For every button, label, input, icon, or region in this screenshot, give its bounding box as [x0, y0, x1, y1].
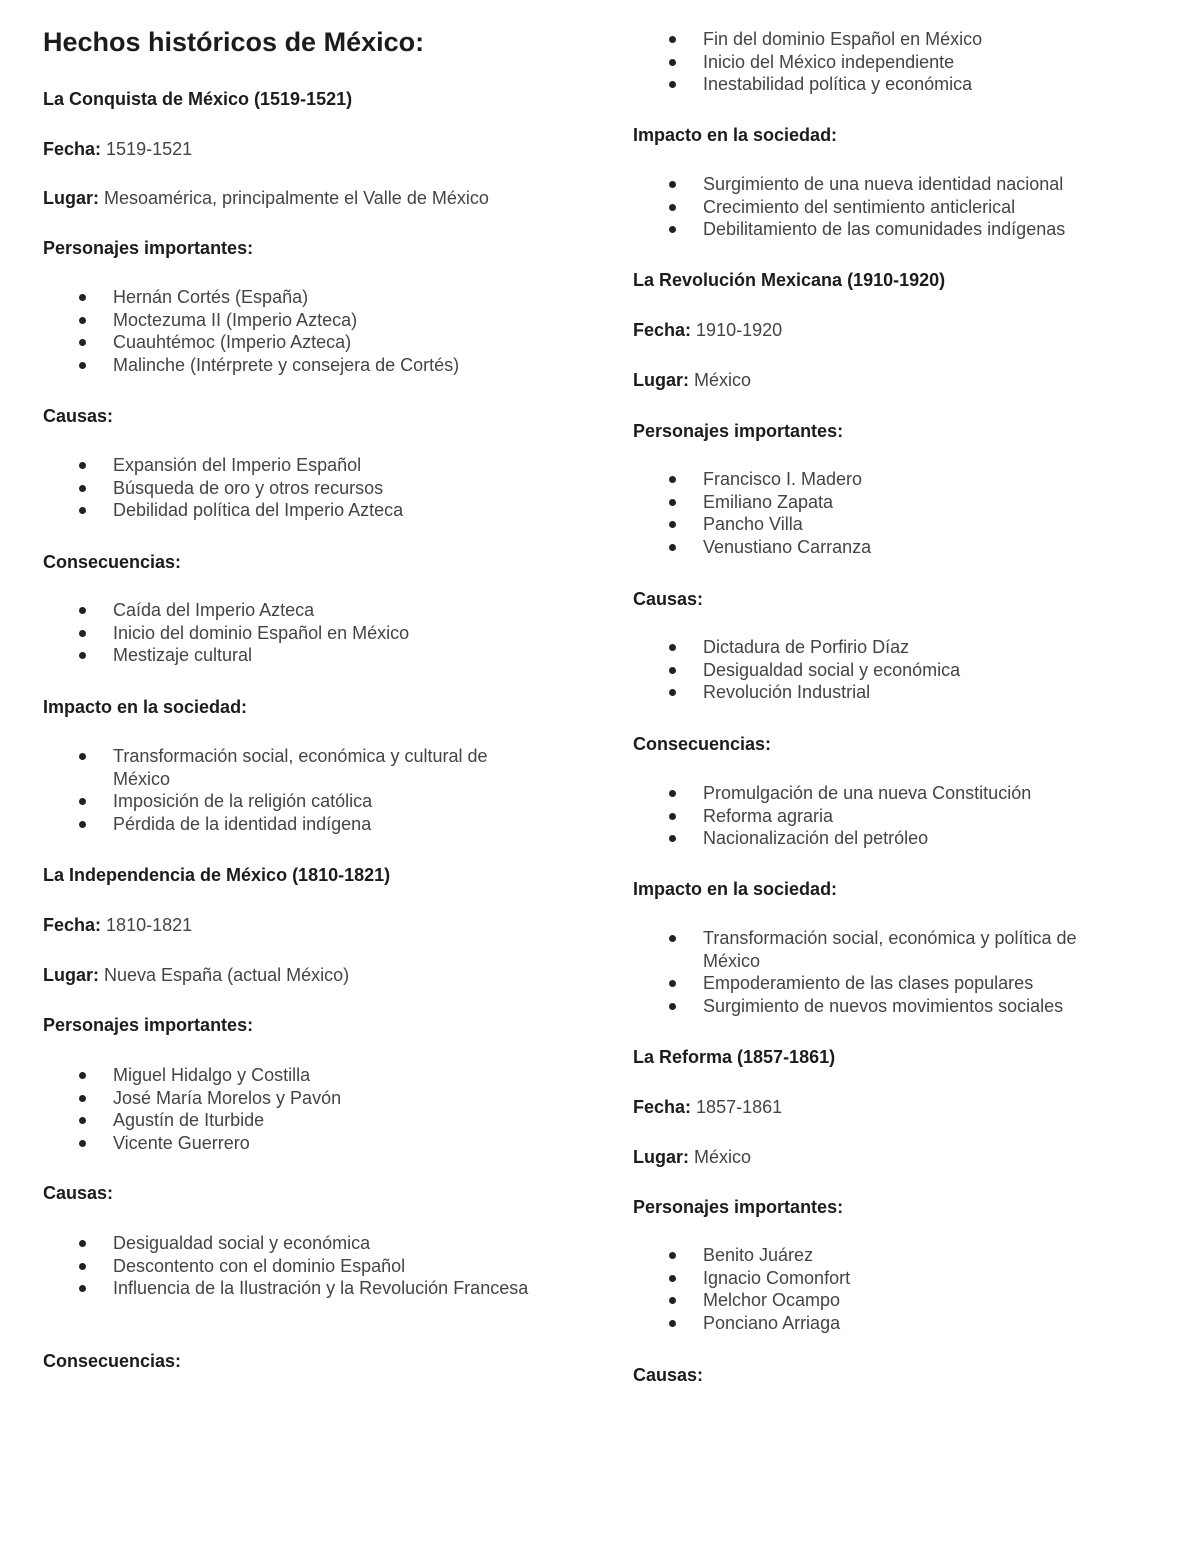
independencia-personajes-list [43, 1064, 533, 1154]
conquista-causas-list [43, 454, 533, 522]
list-item: Benito Juárez [633, 1244, 1123, 1267]
fecha-value: 1519-1521 [106, 139, 193, 159]
list-item: Búsqueda de oro y otros recursos [43, 477, 533, 500]
lugar-value: Nueva España (actual México) [104, 965, 350, 985]
list-item: Transformación social, económica y cultural de México [43, 745, 533, 790]
list-item: Vicente Guerrero [43, 1132, 533, 1155]
list-item: Dictadura de Porfirio Díaz [633, 636, 1123, 659]
list-item: Empoderamiento de las clases populares [633, 972, 1123, 995]
conquista-consecuencias-list [43, 599, 533, 667]
independencia-causas-list [43, 1232, 533, 1300]
reforma-lugar [633, 1145, 751, 1169]
list-item: Melchor Ocampo [633, 1289, 1123, 1312]
lugar-label: Lugar: [43, 965, 99, 985]
list-item: Inicio del México independiente [633, 51, 1123, 74]
section-heading-independencia: La Independencia de México (1810-1821) [43, 865, 391, 885]
section-heading-revolucion: La Revolución Mexicana (1910-1920) [633, 270, 946, 290]
independencia-impacto-heading: Impacto en la sociedad: [633, 125, 838, 145]
list-item: Agustín de Iturbide [43, 1109, 533, 1132]
list-item: Pérdida de la identidad indígena [43, 813, 533, 836]
independencia-consecuencias-list [633, 28, 1123, 96]
list-item: Debilitamiento de las comunidades indígenas [633, 218, 1123, 241]
list-item: Reforma agraria [633, 805, 1123, 828]
list-item: Mestizaje cultural [43, 644, 533, 667]
independencia-lugar [43, 963, 349, 987]
list-item: Emiliano Zapata [633, 491, 1123, 514]
list-item: Inicio del dominio Español en México [43, 622, 533, 645]
fecha-label: Fecha: [633, 320, 692, 340]
list-item: Desigualdad social y económica [43, 1232, 533, 1255]
conquista-causas-heading: Causas: [43, 406, 114, 426]
reforma-fecha [633, 1095, 782, 1119]
reforma-personajes-list [633, 1244, 1123, 1334]
list-item: Influencia de la Ilustración y la Revolución Francesa [43, 1277, 533, 1300]
lugar-label: Lugar: [633, 1147, 689, 1167]
revolucion-lugar [633, 368, 751, 392]
lugar-value: México [694, 1147, 752, 1167]
fecha-value: 1910-1920 [696, 320, 783, 340]
list-item: Inestabilidad política y económica [633, 73, 1123, 96]
lugar-value: México [694, 370, 752, 390]
list-item: Debilidad política del Imperio Azteca [43, 499, 533, 522]
fecha-label: Fecha: [43, 915, 102, 935]
conquista-personajes-heading: Personajes importantes: [43, 238, 254, 258]
reforma-causas-heading: Causas: [633, 1365, 704, 1385]
list-item: Venustiano Carranza [633, 536, 1123, 559]
list-item: Surgimiento de una nueva identidad nacional [633, 173, 1123, 196]
list-item: Miguel Hidalgo y Costilla [43, 1064, 533, 1087]
list-item: Caída del Imperio Azteca [43, 599, 533, 622]
conquista-personajes-list [43, 286, 533, 376]
list-item: Revolución Industrial [633, 681, 1123, 704]
conquista-impacto-heading: Impacto en la sociedad: [43, 697, 248, 717]
conquista-fecha [43, 137, 192, 161]
conquista-lugar [43, 186, 489, 210]
list-item: Expansión del Imperio Español [43, 454, 533, 477]
independencia-personajes-heading: Personajes importantes: [43, 1015, 254, 1035]
fecha-label: Fecha: [43, 139, 102, 159]
lugar-label: Lugar: [633, 370, 689, 390]
list-item: Surgimiento de nuevos movimientos sociales [633, 995, 1123, 1018]
revolucion-fecha [633, 318, 782, 342]
lugar-label: Lugar: [43, 188, 99, 208]
fecha-value: 1857-1861 [696, 1097, 783, 1117]
list-item: Pancho Villa [633, 513, 1123, 536]
revolucion-impacto-list [633, 927, 1123, 1017]
independencia-causas-heading: Causas: [43, 1183, 114, 1203]
list-item: Ponciano Arriaga [633, 1312, 1123, 1335]
independencia-consecuencias-heading: Consecuencias: [43, 1351, 182, 1371]
section-heading-reforma: La Reforma (1857-1861) [633, 1047, 836, 1067]
revolucion-impacto-heading: Impacto en la sociedad: [633, 879, 838, 899]
list-item: Fin del dominio Español en México [633, 28, 1123, 51]
list-item: Crecimiento del sentimiento anticlerical [633, 196, 1123, 219]
document-title: Hechos históricos de México: [43, 27, 425, 57]
independencia-fecha [43, 913, 192, 937]
list-item: Desigualdad social y económica [633, 659, 1123, 682]
list-item: Francisco I. Madero [633, 468, 1123, 491]
reforma-personajes-heading: Personajes importantes: [633, 1197, 844, 1217]
revolucion-personajes-list [633, 468, 1123, 558]
list-item: Cuauhtémoc (Imperio Azteca) [43, 331, 533, 354]
list-item: Hernán Cortés (España) [43, 286, 533, 309]
revolucion-causas-heading: Causas: [633, 589, 704, 609]
list-item: Descontento con el dominio Español [43, 1255, 533, 1278]
list-item: Ignacio Comonfort [633, 1267, 1123, 1290]
list-item: Promulgación de una nueva Constitución [633, 782, 1123, 805]
revolucion-consecuencias-list [633, 782, 1123, 850]
revolucion-personajes-heading: Personajes importantes: [633, 421, 844, 441]
fecha-label: Fecha: [633, 1097, 692, 1117]
revolucion-consecuencias-heading: Consecuencias: [633, 734, 772, 754]
lugar-value: Mesoamérica, principalmente el Valle de México [104, 188, 489, 208]
section-heading-conquista: La Conquista de México (1519-1521) [43, 89, 353, 109]
revolucion-causas-list [633, 636, 1123, 704]
list-item: José María Morelos y Pavón [43, 1087, 533, 1110]
list-item: Nacionalización del petróleo [633, 827, 1123, 850]
independencia-impacto-list [633, 173, 1123, 241]
list-item: Malinche (Intérprete y consejera de Cortés) [43, 354, 533, 377]
list-item: Moctezuma II (Imperio Azteca) [43, 309, 533, 332]
fecha-value: 1810-1821 [106, 915, 193, 935]
conquista-consecuencias-heading: Consecuencias: [43, 552, 182, 572]
list-item: Transformación social, económica y política de México [633, 927, 1123, 972]
list-item: Imposición de la religión católica [43, 790, 533, 813]
conquista-impacto-list [43, 745, 533, 835]
